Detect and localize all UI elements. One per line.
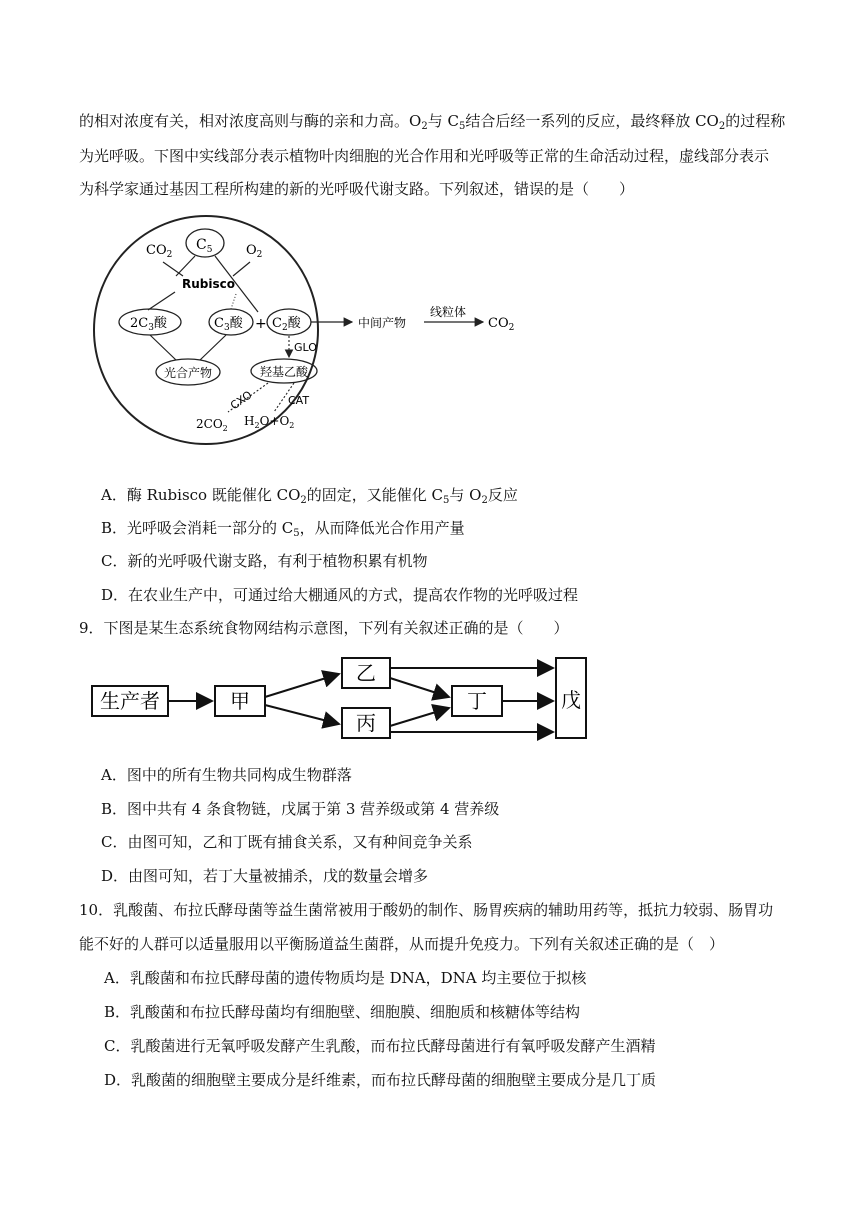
h2o-o2-label: $H_2O+O_2$: [244, 414, 295, 430]
q10-option-d[interactable]: D．乳酸菌的细胞壁主要成分是纤维素，而布拉氏酵母菌的细胞壁主要成分是几丁质: [104, 1071, 657, 1089]
co2-label: $CO_2$: [146, 243, 173, 260]
q8-stem-line-1: 的相对浓度有关，相对浓度高则与酶的亲和力高。$O_2$与 $C_5$结合后经一系列的反应，最终释放 $CO_2$的过程称: [79, 112, 786, 132]
q9-option-c[interactable]: C．由图可知，乙和丁既有捕食关系，又有种间竞争关系: [101, 833, 473, 851]
q10-option-a[interactable]: A．乳酸菌和布拉氏酵母菌的遗传物质均是 DNA，DNA 均主要位于拟核: [104, 969, 587, 987]
q9-option-b[interactable]: B．图中共有 4 条食物链，戊属于第 3 营养级或第 4 营养级: [101, 800, 500, 818]
svg-text:光合产物: 光合产物: [164, 366, 213, 380]
o2-label: $O_2$: [246, 243, 263, 260]
q10-stem-line-1: 10．乳酸菌、布拉氏酵母菌等益生菌常被用于酸奶的制作、肠胃疾病的辅助用药等，抵抗力较弱、肠胃功: [79, 901, 774, 919]
q10-option-c[interactable]: C．乳酸菌进行无氧呼吸发酵产生乳酸，而布拉氏酵母菌进行有氧呼吸发酵产生酒精: [104, 1037, 656, 1055]
plus-sign: +: [255, 316, 267, 332]
svg-text:C5: $C_5$: [196, 237, 213, 255]
intermediate-product-label: 中间产物: [358, 316, 407, 330]
q9-stem: 9．下图是某生态系统食物网结构示意图，下列有关叙述正确的是（ ）: [79, 619, 569, 637]
svg-text:C3酸: $C_3$酸: [214, 316, 243, 333]
q10-stem-line-2: 能不好的人群可以适量服用以平衡肠道益生菌群，从而提升免疫力。下列有关叙述正确的是（ ）: [79, 935, 725, 953]
svg-text:乙: 乙: [356, 661, 376, 685]
q8-stem-line-3: 为科学家通过基因工程所构建的新的光呼吸代谢支路。下列叙述，错误的是（ ）: [79, 180, 635, 198]
svg-text:生产者: 生产者: [100, 689, 160, 713]
q8-option-c[interactable]: C．新的光呼吸代谢支路，有利于植物积累有机物: [101, 552, 428, 570]
q10-option-b[interactable]: B．乳酸菌和布拉氏酵母菌均有细胞壁、细胞膜、细胞质和核糖体等结构: [104, 1003, 581, 1021]
svg-text:丁: 丁: [467, 689, 487, 713]
svg-text:2C3酸: $2C_3$酸: [130, 316, 167, 333]
mitochondria-label: 线粒体: [430, 305, 467, 319]
q8-option-a[interactable]: A．酶 Rubisco 既能催化 $CO_2$的固定，又能催化 $C_5$与 $O_2$反应: [101, 486, 518, 506]
q9-option-a[interactable]: A．图中的所有生物共同构成生物群落: [101, 766, 352, 784]
svg-text:丙: 丙: [356, 711, 376, 735]
photorespiration-diagram: [88, 212, 528, 452]
cat-label: CAT: [288, 394, 310, 407]
svg-text:C2酸: $C_2$酸: [272, 316, 301, 333]
svg-text:戊: 戊: [561, 688, 581, 712]
svg-text:羟基乙酸: 羟基乙酸: [260, 365, 309, 379]
svg-text:甲: 甲: [230, 689, 250, 713]
q8-stem-line-2: 为光呼吸。下图中实线部分表示植物叶肉细胞的光合作用和光呼吸等正常的生命活动过程，虚线部分表示: [79, 147, 770, 165]
rubisco-label: Rubisco: [182, 277, 235, 291]
q8-option-b[interactable]: B．光呼吸会消耗一部分的 $C_5$，从而降低光合作用产量: [101, 519, 465, 539]
co2-output-label: $CO_2$: [488, 316, 515, 333]
q8-option-d[interactable]: D．在农业生产中，可通过给大棚通风的方式，提高农作物的光呼吸过程: [101, 586, 579, 604]
two-co2-label: $2CO_2$: [196, 417, 228, 433]
food-web-diagram: [90, 652, 595, 744]
cxo-label: CXO: [228, 388, 255, 413]
glo-label: GLO: [294, 341, 317, 354]
q9-option-d[interactable]: D．由图可知，若丁大量被捕杀，戊的数量会增多: [101, 867, 429, 885]
